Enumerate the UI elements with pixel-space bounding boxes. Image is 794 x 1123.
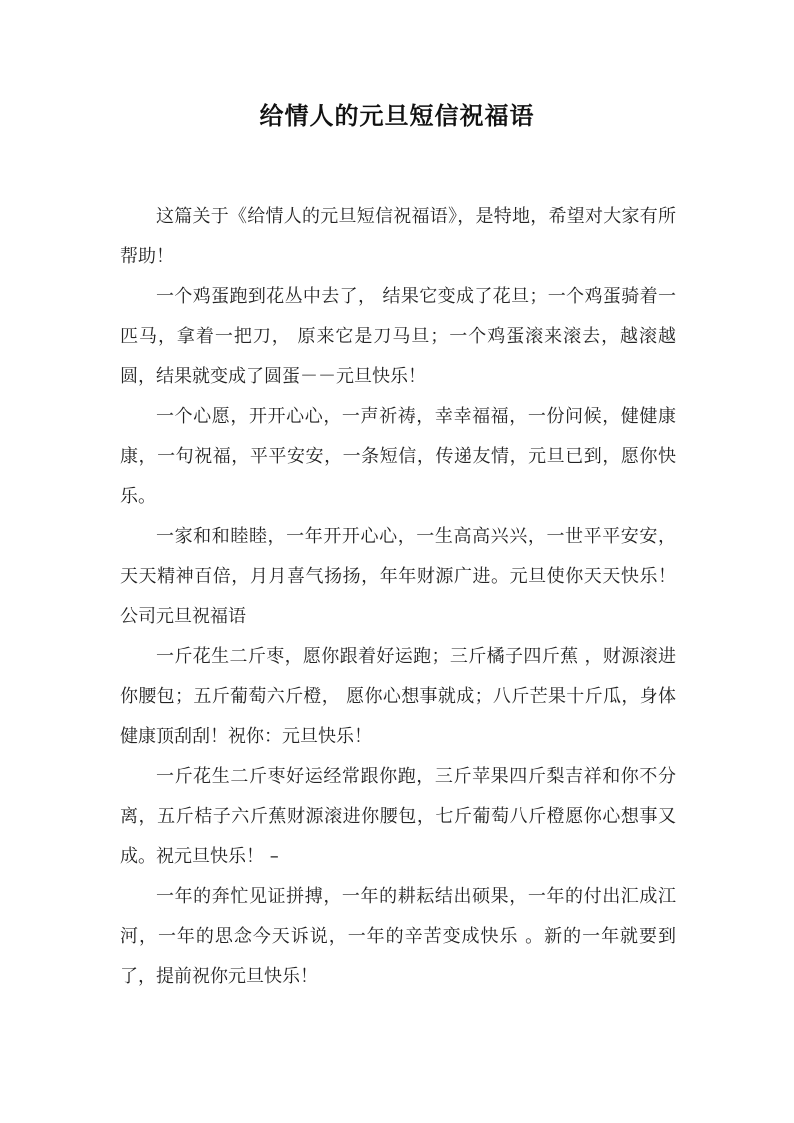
paragraph-egg-joke: 一个鸡蛋跑到花丛中去了， 结果它变成了花旦；一个鸡蛋骑着一匹马，拿着一把刀， 原来它是刀马旦；一个鸡蛋滚来滚去，越滚越圆，结果就变成了圆蛋－－元旦快乐！: [120, 286, 676, 387]
paragraph-year-end: 一年的奔忙见证拼搏，一年的耕耘结出硕果，一年的付出汇成江河，一年的思念今天诉说，一年的辛苦变成快乐 。新的一年就要到了，提前祝你元旦快乐！: [120, 886, 676, 987]
paragraph-fruits: 一斤花生二斤枣好运经常跟你跑，三斤苹果四斤梨吉祥和你不分离，五斤桔子六斤蕉财源滚进你腰包，七斤葡萄八斤橙愿你心想事又成。祝元旦快乐！ –: [120, 766, 676, 867]
document-title: 给情人的元旦短信祝福语: [259, 102, 535, 130]
paragraph-intro: 这篇关于《给情人的元旦短信祝福语》，是特地，希望对大家有所帮助！: [120, 206, 676, 267]
document-body: [120, 197, 676, 997]
paragraph-family: 一家和和睦睦，一年开开心心，一生高高兴兴，一世平平安安，天天精神百倍，月月喜气扬扬，年年财源广进。元旦使你天天快乐！公司元旦祝福语: [120, 526, 676, 627]
paragraph-peanuts-dates: 一斤花生二斤枣，愿你跟着好运跑；三斤橘子四斤蕉 ，财源滚进你腰包；五斤葡萄六斤橙， 愿你心想事就成；八斤芒果十斤瓜，身体健康顶刮刮！祝你：元旦快乐！: [120, 646, 676, 747]
paragraph-wishes: 一个心愿，开开心心，一声祈祷，幸幸福福，一份问候，健健康康，一句祝福，平平安安，一条短信，传递友情，元旦已到，愿你快乐。: [120, 406, 676, 507]
